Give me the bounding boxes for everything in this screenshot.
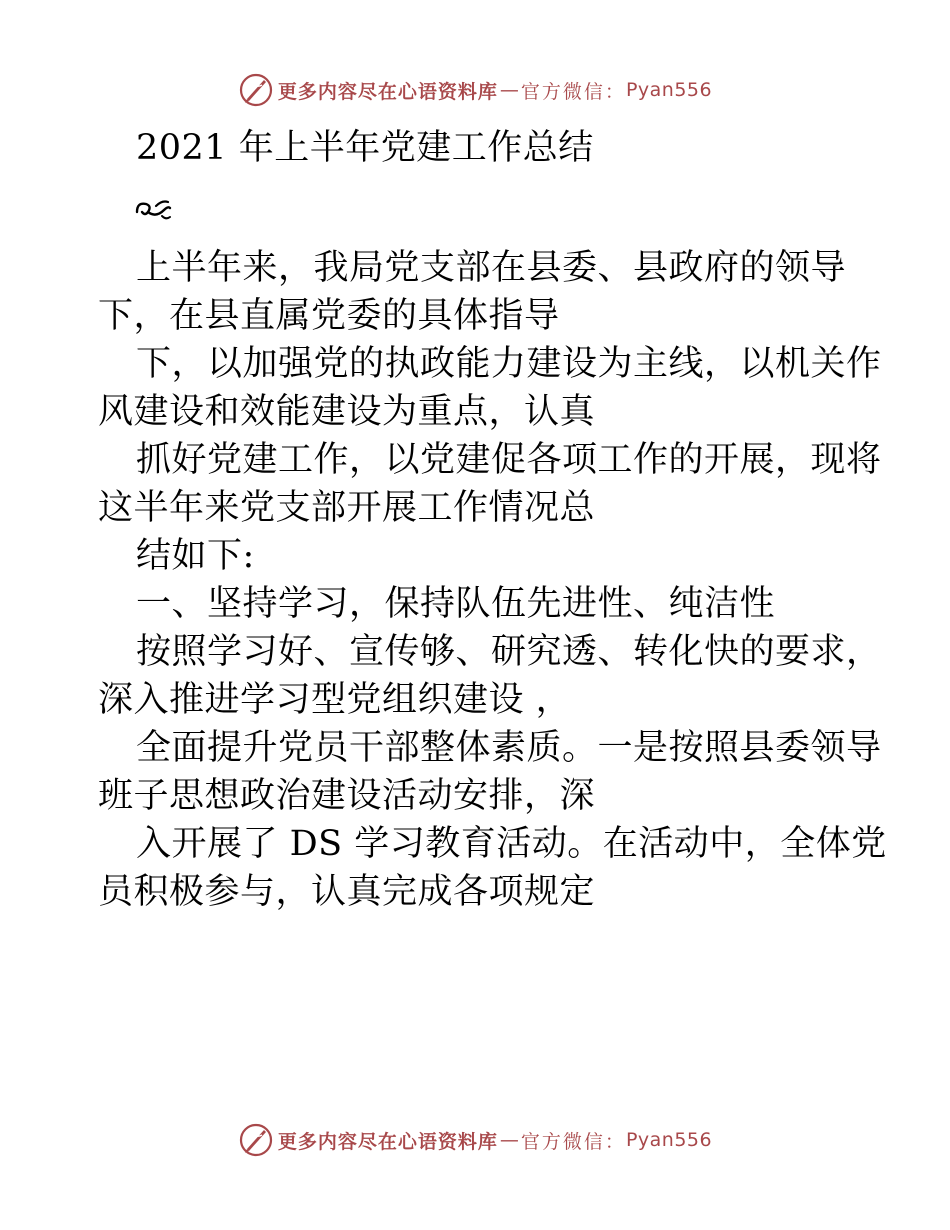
bottom-watermark: [0, 1120, 950, 1160]
document-title: 2021 年上半年党建工作总结: [136, 128, 594, 168]
watermark-separator: —: [499, 1129, 519, 1151]
text-line: 班子思想政治建设活动安排，深: [98, 776, 596, 816]
top-watermark: [0, 70, 950, 110]
text-line: 下，在县直属党委的具体指导: [98, 296, 560, 336]
watermark-account: Pyan556: [625, 1129, 713, 1151]
text-line: 按照学习好、宣传够、研究透、转化快的要求，: [136, 632, 882, 672]
text-line: 下，以加强党的执政能力建设为主线，以机关作: [136, 344, 882, 384]
watermark-account: Pyan556: [625, 79, 713, 101]
text-line: 深入推进学习型党组织建设 ，: [98, 680, 572, 720]
text-line: 这半年来党支部开展工作情况总: [98, 488, 596, 528]
text-line: 一、坚持学习，保持队伍先进性、纯洁性: [136, 584, 776, 624]
watermark-separator: —: [499, 79, 519, 101]
document-body: [98, 124, 887, 916]
watermark-official-label: 官方微信：: [520, 1130, 626, 1153]
document-paragraphs: [98, 244, 887, 916]
ornament: [98, 186, 858, 234]
quill-pen-logo-icon: [238, 72, 274, 108]
text-line: 全面提升党员干部整体素质。一是按照县委领导: [136, 728, 882, 768]
text-line: 员积极参与，认真完成各项规定: [98, 872, 596, 912]
text-line: 入开展了 DS 学习教育活动。在活动中，全体党: [136, 824, 887, 864]
watermark-text: 更多内容尽在心语资料库: [277, 80, 498, 103]
text-line: 抓好党建工作，以党建促各项工作的开展，现将: [136, 440, 882, 480]
text-line: 结如下:: [136, 536, 255, 576]
watermark-text: 更多内容尽在心语资料库: [277, 1130, 498, 1153]
text-line: 上半年来，我局党支部在县委、县政府的领导: [136, 248, 847, 288]
flourish-ornament-icon: [134, 198, 172, 222]
text-line: 风建设和效能建设为重点，认真: [98, 392, 596, 432]
quill-pen-logo-icon: [238, 1122, 274, 1158]
watermark-official-label: 官方微信：: [520, 80, 626, 103]
